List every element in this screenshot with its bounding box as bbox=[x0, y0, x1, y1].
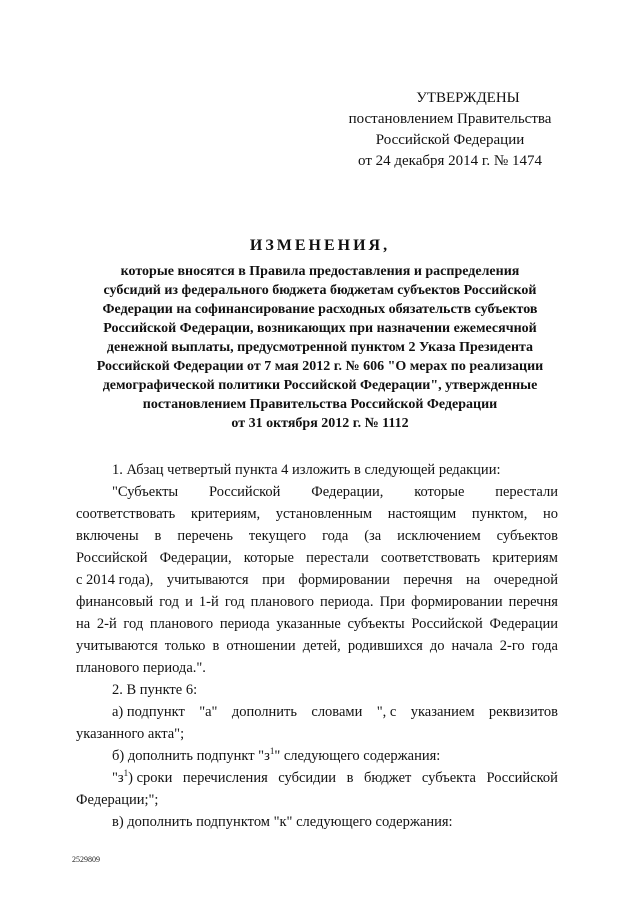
item-z-mark: "з bbox=[112, 770, 124, 786]
document-subtitle bbox=[60, 262, 580, 433]
word: дополнить bbox=[231, 704, 298, 720]
superscript: 1 bbox=[123, 768, 129, 778]
word: отношении bbox=[226, 638, 296, 654]
word: Российской bbox=[76, 550, 148, 566]
word: Федерации, bbox=[159, 550, 232, 566]
item-z-line bbox=[76, 767, 558, 789]
word: 2-го bbox=[499, 638, 525, 654]
approval-title: УТВЕРЖДЕНЫ bbox=[416, 90, 520, 106]
word: года bbox=[322, 528, 349, 544]
word: пунктом, bbox=[471, 506, 528, 522]
approval-line: постановлением Правительства bbox=[348, 111, 552, 127]
word: соответствовать bbox=[76, 506, 176, 522]
word: (за bbox=[364, 528, 382, 544]
word: перечень bbox=[177, 528, 233, 544]
word: критериям bbox=[492, 550, 558, 566]
word bbox=[112, 767, 172, 789]
subtitle-line: демографической политики Российской Федерации", утвержденные bbox=[102, 378, 538, 393]
word: ) сроки bbox=[128, 770, 173, 786]
word: в bbox=[346, 770, 354, 786]
subtitle-line: от 31 октября 2012 г. № 1112 bbox=[231, 416, 409, 431]
word: реквизитов bbox=[488, 704, 558, 720]
item-c: в) дополнить подпунктом "к" следующего содержания: bbox=[112, 814, 453, 830]
word: настоящим bbox=[387, 506, 457, 522]
word: установленным bbox=[275, 506, 373, 522]
word: очередной bbox=[493, 572, 558, 588]
item-a-line-end: указанного акта"; bbox=[76, 726, 185, 742]
word: включены bbox=[76, 528, 139, 544]
approval-block bbox=[330, 88, 570, 172]
quote-line bbox=[76, 525, 558, 547]
word: "Субъекты bbox=[112, 484, 179, 500]
word: год bbox=[159, 594, 180, 610]
word: субъектов bbox=[496, 528, 558, 544]
word: учитываются bbox=[166, 572, 249, 588]
word: При bbox=[379, 594, 406, 610]
document-title: ИЗМЕНЕНИЯ, bbox=[249, 237, 391, 254]
quote-line bbox=[76, 613, 558, 635]
word: периода bbox=[219, 616, 270, 632]
word: при bbox=[262, 572, 285, 588]
word: родившихся bbox=[347, 638, 423, 654]
word: но bbox=[542, 506, 558, 522]
word: перечня bbox=[403, 572, 453, 588]
word: в bbox=[154, 528, 162, 544]
subtitle-line: Российской Федерации, возникающих при назначении ежемесячной bbox=[103, 321, 537, 336]
subtitle-line: постановлением Правительства Российской Федерации bbox=[142, 397, 498, 412]
word: на bbox=[76, 616, 91, 632]
word: бюджет bbox=[363, 770, 412, 786]
word: детей, bbox=[302, 638, 341, 654]
word: Российской bbox=[208, 484, 281, 500]
item-b-text-end: " следующего содержания: bbox=[274, 748, 441, 764]
word: планового bbox=[250, 594, 314, 610]
subtitle-line: Федерации на софинансирование расходных обязательств субъектов bbox=[102, 302, 538, 317]
word: 1-й bbox=[198, 594, 219, 610]
paragraph-2: 2. В пункте 6: bbox=[112, 682, 198, 698]
quote-line bbox=[76, 547, 558, 569]
word: периода. bbox=[320, 594, 374, 610]
word: Федерации bbox=[489, 616, 558, 632]
word: 2-й bbox=[96, 616, 117, 632]
subtitle-line: Российской Федерации от 7 мая 2012 г. № 606 "О мерах по реализации bbox=[96, 359, 544, 374]
word: на bbox=[466, 572, 481, 588]
quote-line bbox=[76, 503, 558, 525]
item-b-text: б) дополнить подпункт "з bbox=[112, 748, 270, 764]
word: формировании bbox=[298, 572, 390, 588]
word: до bbox=[429, 638, 445, 654]
document-body bbox=[76, 459, 558, 833]
word: исключением bbox=[397, 528, 481, 544]
word: соответствовать bbox=[380, 550, 481, 566]
word: текущего bbox=[248, 528, 307, 544]
word: субсидии bbox=[278, 770, 337, 786]
word: года bbox=[531, 638, 558, 654]
word: Российской bbox=[486, 770, 558, 786]
subtitle-line: которые вносятся в Правила предоставления и распределения bbox=[120, 264, 520, 279]
word: которые bbox=[414, 484, 465, 500]
quote-line bbox=[76, 635, 558, 657]
word: с 2014 года), bbox=[76, 572, 154, 588]
word: которые bbox=[243, 550, 294, 566]
word: субъекта bbox=[421, 770, 476, 786]
word: указанные bbox=[276, 616, 341, 632]
word: в bbox=[212, 638, 220, 654]
quote-line-last: планового периода.". bbox=[76, 660, 206, 676]
approval-line: от 24 декабря 2014 г. № 1474 bbox=[358, 153, 542, 169]
word: критериям, bbox=[190, 506, 261, 522]
word: год bbox=[123, 616, 144, 632]
item-b bbox=[76, 745, 558, 767]
word: Российской bbox=[411, 616, 483, 632]
word: перестали bbox=[495, 484, 558, 500]
word: Федерации, bbox=[311, 484, 384, 500]
word: начала bbox=[451, 638, 493, 654]
word: "а" bbox=[199, 704, 218, 720]
quote-line bbox=[76, 591, 558, 613]
word: а) подпункт bbox=[112, 704, 185, 720]
word: словами bbox=[311, 704, 363, 720]
word: ", с bbox=[376, 704, 397, 720]
subtitle-line: субсидий из федерального бюджета бюджетам субъектов Российской bbox=[103, 283, 537, 298]
word: год bbox=[224, 594, 245, 610]
approval-line: Российской Федерации bbox=[375, 132, 525, 148]
quote-line bbox=[76, 481, 558, 503]
item-a-line bbox=[76, 701, 558, 723]
word: перечисления bbox=[182, 770, 268, 786]
word: перестали bbox=[306, 550, 369, 566]
word: и bbox=[185, 594, 193, 610]
quote-line bbox=[76, 569, 558, 591]
word: перечня bbox=[508, 594, 558, 610]
subtitle-line: денежной выплаты, предусмотренной пунктом 2 Указа Президента bbox=[106, 340, 534, 355]
word: субъекты bbox=[347, 616, 405, 632]
item-z-line-end: Федерации;"; bbox=[76, 792, 159, 808]
word: только bbox=[164, 638, 206, 654]
superscript: 1 bbox=[269, 746, 275, 756]
word: финансовый bbox=[76, 594, 154, 610]
word: формировании bbox=[411, 594, 503, 610]
word: указанием bbox=[410, 704, 475, 720]
word: учитываются bbox=[76, 638, 158, 654]
paragraph-1: 1. Абзац четвертый пункта 4 изложить в следующей редакции: bbox=[112, 462, 501, 478]
document-code: 2529809 bbox=[72, 855, 100, 864]
word: планового bbox=[149, 616, 214, 632]
